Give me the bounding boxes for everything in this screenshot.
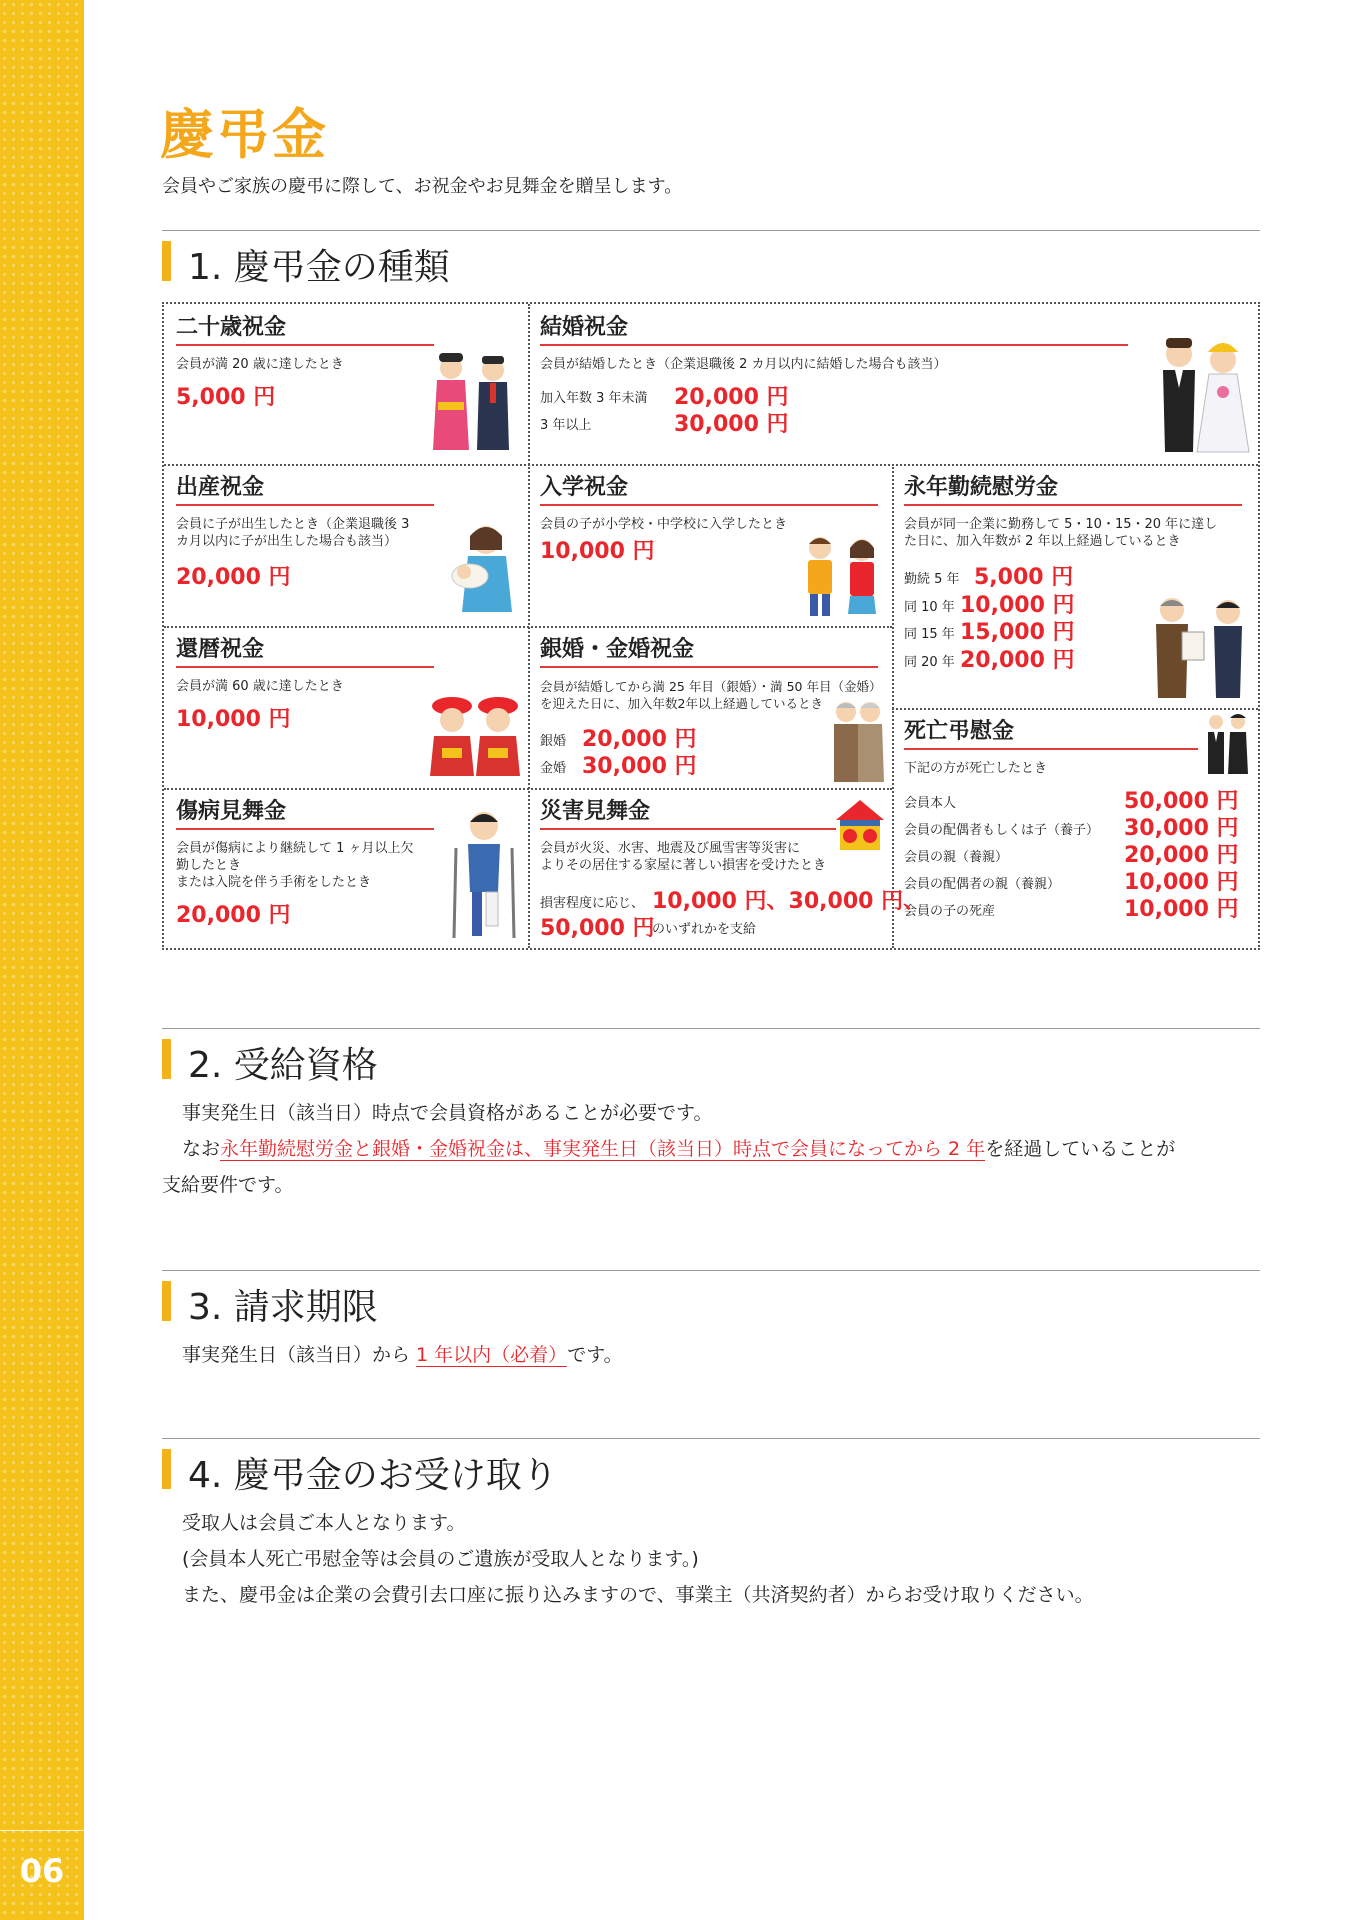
amount: 30,000 円 [674, 412, 789, 437]
cell-hatachi [164, 304, 528, 464]
cell-einen [892, 464, 1258, 708]
school-children-illustration [798, 534, 888, 622]
highlighted-text: 永年勤続慰労金と銀婚・金婚祝金は、事実発生日（該当日）時点で会員になってから 2 年 [220, 1138, 986, 1160]
cell-title: 永年勤続慰労金 [904, 475, 1059, 500]
injured-person-illustration [446, 808, 522, 942]
cell-title: 結婚祝金 [540, 315, 629, 340]
cell-description: 会員が結婚したとき（企業退職後 2 カ月以内に結婚した場合も該当） [540, 357, 947, 372]
description-line: 会員が結婚してから満 25 年目（銀婚）・満 50 年目（金婚） [540, 679, 882, 694]
row-label: 同 15 年 [904, 627, 955, 642]
receipt-line-3: また、慶弔金は企業の会費引去口座に振り込みますので、事業主（共済契約者）からお受け取りください。 [182, 1584, 1094, 1606]
section-marker [162, 1449, 171, 1489]
cell-description: 下記の方が死亡したとき [904, 761, 1048, 776]
amount: 20,000 円 [176, 903, 291, 928]
amount: 10,000 円 [960, 593, 1075, 618]
section-marker [162, 1281, 171, 1321]
title-underline [540, 344, 1128, 346]
title-underline [176, 828, 434, 830]
amount: 30,000 円 [1124, 816, 1239, 841]
cell-title: 災害見舞金 [540, 799, 651, 824]
intro-text: 会員やご家族の慶弔に際して、お祝金やお見舞金を贈呈します。 [162, 176, 683, 197]
eligibility-line-2 [182, 1134, 1175, 1161]
cell-description: 会員の子が小学校・中学校に入学したとき [540, 517, 788, 532]
text-segment: 事実発生日（該当日）から [182, 1344, 417, 1366]
section-4-heading: 4. 慶弔金のお受け取り [188, 1455, 558, 1496]
row-label: 同 10 年 [904, 600, 955, 615]
title-underline [904, 504, 1242, 506]
description-line: カ月以内に子が出生した場合も該当） [176, 534, 398, 549]
description-line: 会員が火災、水害、地震及び風雪害等災害に [540, 841, 801, 856]
description-line: 勤したとき [176, 858, 242, 873]
title-underline [540, 828, 836, 830]
page-number: 06 [19, 1852, 65, 1890]
kanreki-couple-illustration [430, 692, 522, 782]
deadline-text [182, 1340, 623, 1367]
amount: 10,000 円 [176, 707, 291, 732]
amount: 30,000 円 [582, 754, 697, 779]
amount: 20,000 円 [176, 565, 291, 590]
amount: 5,000 円 [974, 565, 1074, 590]
amount: 20,000 円 [582, 727, 697, 752]
benefit-grid [162, 302, 1260, 950]
section-marker [162, 1039, 171, 1079]
disaster-house-illustration [832, 796, 888, 856]
mourning-couple-illustration [1204, 712, 1250, 778]
amount: 10,000 円 [1124, 870, 1239, 895]
section-2-header [162, 1028, 1260, 1086]
cell-description: 会員が満 60 歳に達したとき [176, 679, 344, 694]
coming-of-age-couple-illustration [429, 350, 519, 455]
description-line: よりその居住する家屋に著しい損害を受けたとき [540, 858, 827, 873]
title-underline [904, 748, 1198, 750]
row-label: 金婚 [540, 761, 567, 776]
amount: 20,000 円 [960, 648, 1075, 673]
amount: 50,000 円 [540, 916, 655, 941]
cell-title: 銀婚・金婚祝金 [540, 637, 695, 662]
payment-suffix: のいずれかを支給 [652, 922, 757, 937]
receipt-line-1: 受取人は会員ご本人となります。 [182, 1512, 466, 1534]
row-label: 勤続 5 年 [904, 572, 960, 587]
title-underline [540, 666, 878, 668]
amount: 10,000 円、30,000 円、 [652, 889, 926, 914]
cell-ginkon [528, 626, 892, 788]
description-line: 会員が同一企業に勤務して 5・10・15・20 年に達し [904, 517, 1218, 532]
row-label: 会員の配偶者もしくは子（養子） [904, 823, 1100, 838]
section-2-heading: 2. 受給資格 [188, 1045, 378, 1086]
payment-prefix: 損害程度に応じ、 [540, 896, 645, 911]
amount: 50,000 円 [1124, 789, 1239, 814]
cell-description [540, 840, 826, 874]
cell-title: 出産祝金 [176, 475, 265, 500]
award-ceremony-illustration [1144, 594, 1254, 704]
cell-title: 死亡弔慰金 [904, 719, 1015, 744]
title-underline [176, 504, 434, 506]
cell-description [176, 516, 409, 550]
receipt-line-2: (会員本人死亡弔慰金等は会員のご遺族が受取人となります。) [182, 1548, 699, 1570]
row-label: 会員の配偶者の親（養親） [904, 877, 1061, 892]
cell-title: 入学祝金 [540, 475, 629, 500]
sidebar-label: 慶弔金 [82, 915, 112, 993]
eligibility-line-3: 支給要件です。 [162, 1174, 294, 1196]
description-line: 会員に子が出生したとき（企業退職後 3 [176, 517, 410, 532]
eligibility-line-1: 事実発生日（該当日）時点で会員資格があることが必要です。 [182, 1102, 713, 1124]
title-underline [176, 344, 434, 346]
amount: 15,000 円 [960, 620, 1075, 645]
description-line: を迎えた日に、加入年数2年以上経過しているとき [540, 696, 823, 711]
text-segment: です。 [567, 1344, 623, 1366]
description-line: または入院を伴う手術をしたとき [176, 875, 372, 890]
sidebar-divider [0, 1830, 84, 1831]
cell-kanreki [164, 626, 528, 788]
cell-description: 会員が満 20 歳に達したとき [176, 357, 344, 372]
amount: 20,000 円 [674, 385, 789, 410]
section-marker [162, 241, 171, 281]
row-label: 同 20 年 [904, 655, 955, 670]
text-segment: なお [182, 1138, 221, 1160]
cell-description [176, 840, 414, 891]
row-label: 会員本人 [904, 796, 957, 811]
wedding-couple-illustration [1153, 326, 1253, 458]
cell-saigai [528, 788, 926, 948]
cell-shibou [892, 708, 1258, 948]
cell-nyugaku [528, 464, 892, 626]
section-1-heading: 1. 慶弔金の種類 [188, 247, 450, 288]
section-1-header [162, 230, 1260, 288]
section-3-header [162, 1270, 1260, 1328]
amount: 10,000 円 [540, 539, 655, 564]
title-underline [176, 666, 434, 668]
amount: 20,000 円 [1124, 843, 1239, 868]
title-underline [540, 504, 878, 506]
cell-title: 還暦祝金 [176, 637, 265, 662]
mother-and-baby-illustration [440, 520, 520, 615]
description-line: た日に、加入年数が 2 年以上経過しているとき [904, 534, 1181, 549]
amount: 5,000 円 [176, 385, 276, 410]
elderly-couple-illustration [828, 698, 888, 786]
row-label: 会員の親（養親） [904, 850, 1009, 865]
cell-title: 傷病見舞金 [176, 799, 287, 824]
highlighted-text: 1 年以内（必着） [416, 1344, 568, 1366]
row-label: 会員の子の死産 [904, 904, 996, 919]
cell-kekkon [528, 304, 1258, 464]
amount: 10,000 円 [1124, 897, 1239, 922]
page-title: 慶弔金 [160, 103, 328, 166]
cell-description [904, 516, 1217, 550]
row-label: 銀婚 [540, 734, 567, 749]
cell-shobyo [164, 788, 528, 948]
sidebar [0, 0, 112, 1920]
row-label: 加入年数 3 年未満 [540, 391, 648, 406]
description-line: 会員が傷病により継続して 1 ヶ月以上欠 [176, 841, 414, 856]
row-label: 3 年以上 [540, 418, 592, 433]
text-segment: を経過していることが [985, 1138, 1176, 1160]
cell-title: 二十歳祝金 [176, 315, 287, 340]
cell-shussan [164, 464, 528, 626]
section-4-header [162, 1438, 1260, 1496]
section-3-heading: 3. 請求期限 [188, 1287, 378, 1328]
